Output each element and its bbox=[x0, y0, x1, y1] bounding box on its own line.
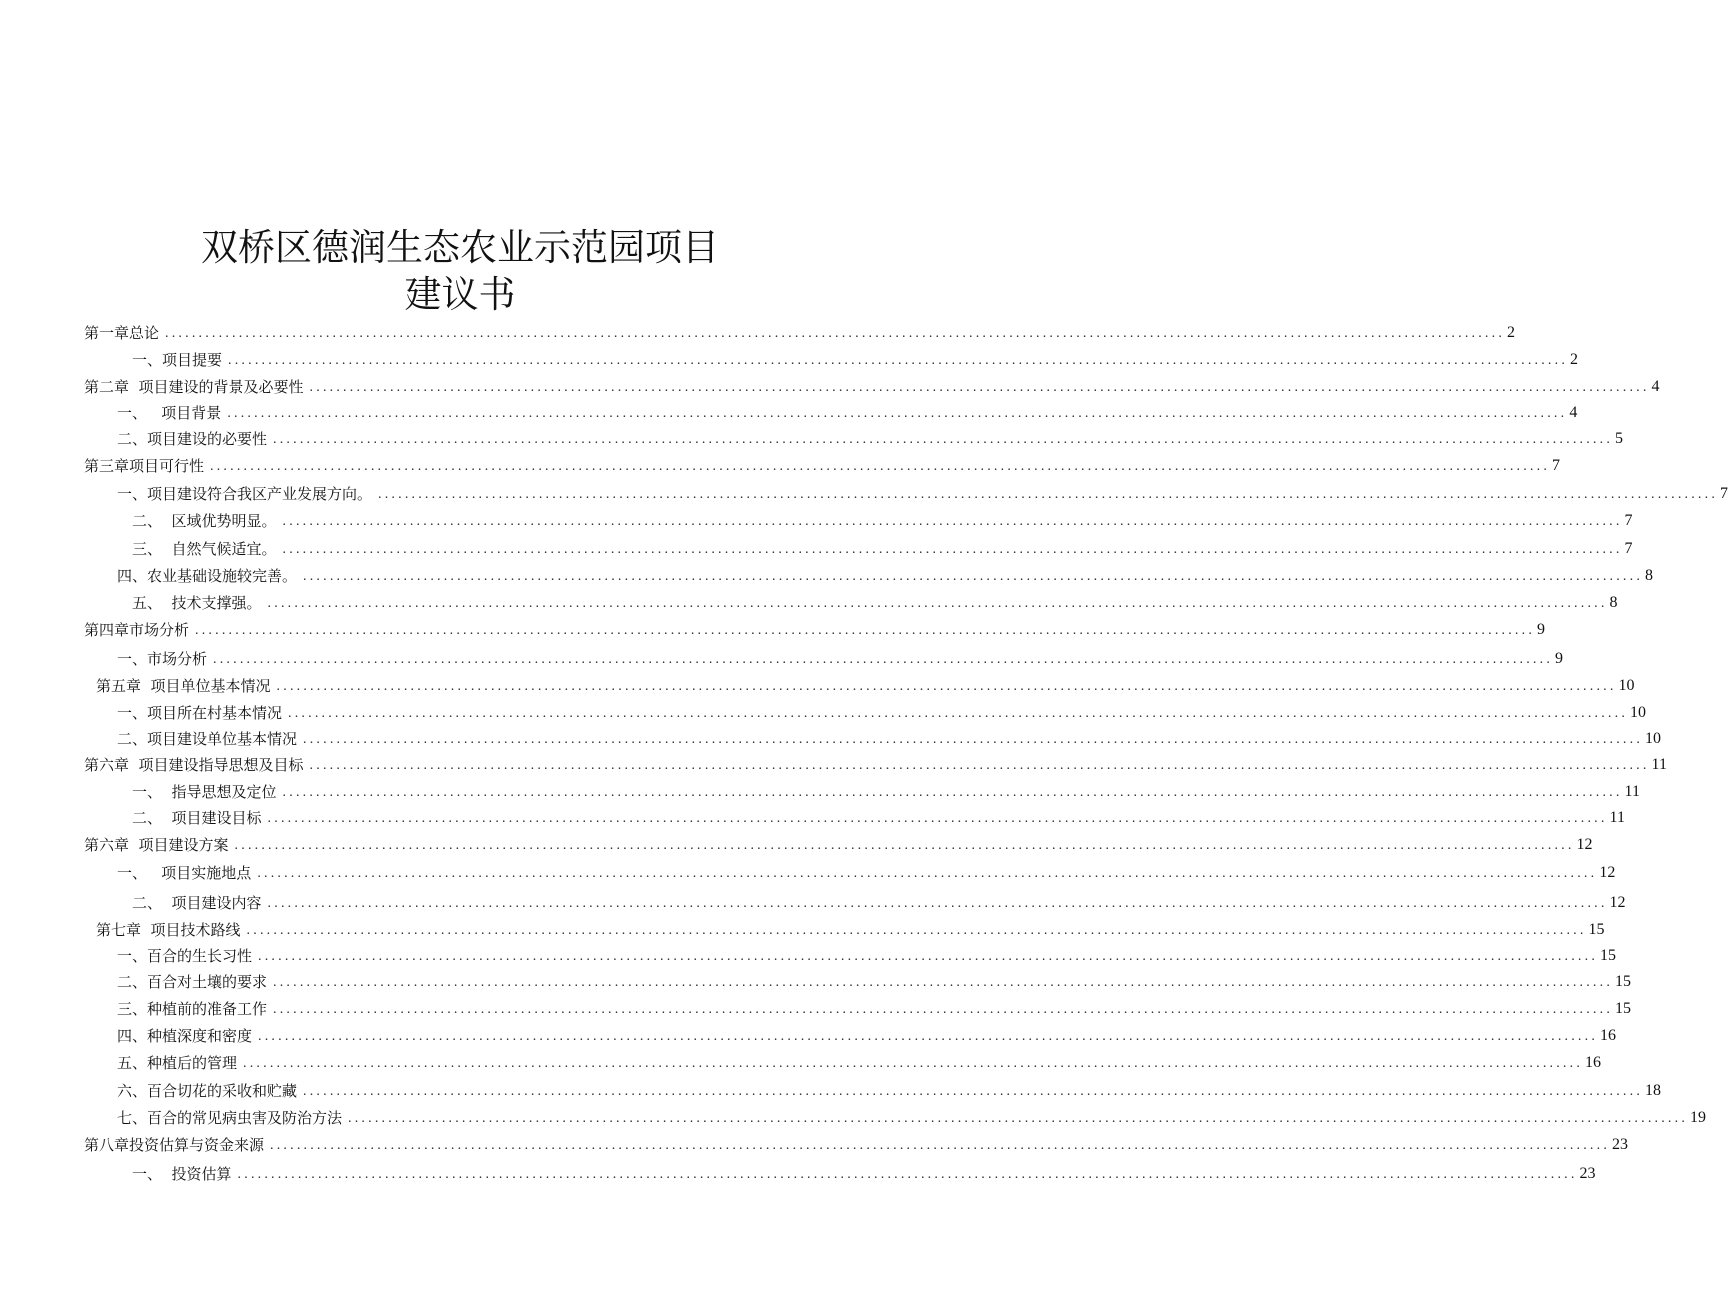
toc-entry bbox=[117, 397, 1578, 423]
toc-entry bbox=[117, 697, 1647, 723]
toc-entry-label: 七、百合的常见病虫害及防治方法 bbox=[117, 1109, 343, 1127]
toc-dot-leader: ........................................................................................................................................................................................................ bbox=[303, 732, 1644, 747]
toc-dot-leader: ........................................................................................................................................................................................................ bbox=[378, 487, 1719, 502]
toc-entry-page-number: 7 bbox=[1720, 485, 1728, 502]
toc-entry bbox=[117, 1047, 1602, 1073]
toc-dot-leader: ........................................................................................................................................................................................................ bbox=[348, 1111, 1689, 1126]
toc-entry bbox=[117, 723, 1662, 749]
toc-dot-leader: ........................................................................................................................................................................................................ bbox=[165, 326, 1506, 341]
toc-entry-page-number: 8 bbox=[1609, 594, 1618, 611]
toc-entry-page-number: 23 bbox=[1579, 1165, 1596, 1182]
toc-entry-page-number: 2 bbox=[1570, 351, 1579, 368]
toc-dot-leader: ........................................................................................................................................................................................................ bbox=[257, 866, 1598, 881]
toc-entry-page-number: 4 bbox=[1569, 404, 1578, 421]
toc-dot-leader: ........................................................................................................................................................................................................ bbox=[210, 459, 1551, 474]
toc-entry-label: 第三章项目可行性 bbox=[84, 457, 205, 475]
toc-entry bbox=[132, 802, 1625, 828]
toc-entry bbox=[117, 1102, 1707, 1128]
toc-dot-leader: ........................................................................................................................................................................................................ bbox=[309, 380, 1650, 395]
toc-entry-label: 一、 项目实施地点 bbox=[117, 864, 252, 882]
toc-entry-page-number: 11 bbox=[1651, 756, 1667, 773]
document-title: 双桥区德润生态农业示范园项目 bbox=[201, 226, 719, 269]
toc-entry-page-number: 2 bbox=[1507, 324, 1516, 341]
toc-dot-leader: ........................................................................................................................................................................................................ bbox=[288, 706, 1629, 721]
toc-entry bbox=[132, 505, 1633, 531]
toc-entry bbox=[117, 940, 1617, 966]
toc-entry-page-number: 23 bbox=[1612, 1136, 1629, 1153]
toc-entry-page-number: 9 bbox=[1537, 621, 1546, 638]
toc-dot-leader: ........................................................................................................................................................................................................ bbox=[282, 514, 1623, 529]
toc-entry-page-number: 16 bbox=[1585, 1054, 1602, 1071]
toc-entry bbox=[132, 1158, 1596, 1184]
toc-entry-page-number: 15 bbox=[1615, 973, 1632, 990]
toc-entry-label: 第七章 项目技术路线 bbox=[96, 921, 241, 939]
toc-dot-leader: ........................................................................................................................................................................................................ bbox=[267, 596, 1608, 611]
toc-entry-label: 第二章 项目建设的背景及必要性 bbox=[84, 378, 304, 396]
toc-entry bbox=[96, 914, 1605, 940]
toc-entry-page-number: 15 bbox=[1615, 1000, 1632, 1017]
toc-dot-leader: ........................................................................................................................................................................................................ bbox=[282, 542, 1623, 557]
toc-entry-page-number: 12 bbox=[1609, 894, 1626, 911]
toc-entry-label: 三、种植前的准备工作 bbox=[117, 1000, 268, 1018]
toc-dot-leader: ........................................................................................................................................................................................................ bbox=[213, 652, 1554, 667]
toc-dot-leader: ........................................................................................................................................................................................................ bbox=[228, 353, 1569, 368]
toc-entry bbox=[84, 371, 1660, 397]
toc-entry-label: 第六章 项目建设指导思想及目标 bbox=[84, 756, 304, 774]
toc-entry-page-number: 16 bbox=[1600, 1027, 1617, 1044]
toc-entry-page-number: 15 bbox=[1600, 947, 1617, 964]
toc-dot-leader: ........................................................................................................................................................................................................ bbox=[258, 1029, 1599, 1044]
toc-entry-page-number: 7 bbox=[1624, 512, 1633, 529]
toc-entry-label: 四、种植深度和密度 bbox=[117, 1027, 253, 1045]
toc-dot-leader: ........................................................................................................................................................................................................ bbox=[273, 1002, 1614, 1017]
toc-entry-label: 一、项目建设符合我区产业发展方向。 bbox=[117, 485, 373, 503]
toc-entry-label: 第八章投资估算与资金来源 bbox=[84, 1136, 265, 1154]
toc-entry bbox=[117, 560, 1654, 586]
toc-dot-leader: ........................................................................................................................................................................................................ bbox=[234, 838, 1575, 853]
toc-dot-leader: ........................................................................................................................................................................................................ bbox=[195, 623, 1536, 638]
toc-entry-label: 二、项目建设的必要性 bbox=[117, 430, 268, 448]
toc-entry bbox=[132, 344, 1579, 370]
toc-entry-page-number: 19 bbox=[1690, 1109, 1707, 1126]
toc-dot-leader: ........................................................................................................................................................................................................ bbox=[270, 1138, 1611, 1153]
toc-entry-page-number: 10 bbox=[1630, 704, 1647, 721]
toc-entry bbox=[132, 776, 1640, 802]
toc-entry-page-number: 12 bbox=[1576, 836, 1593, 853]
toc-entry-page-number: 15 bbox=[1588, 921, 1605, 938]
toc-dot-leader: ........................................................................................................................................................................................................ bbox=[243, 1056, 1584, 1071]
toc-entry bbox=[96, 670, 1635, 696]
toc-entry-page-number: 11 bbox=[1609, 809, 1625, 826]
toc-dot-leader: ........................................................................................................................................................................................................ bbox=[309, 758, 1650, 773]
toc-entry-page-number: 5 bbox=[1615, 430, 1624, 447]
toc-entry-label: 一、百合的生长习性 bbox=[117, 947, 253, 965]
toc-entry-label: 六、百合切花的采收和贮藏 bbox=[117, 1082, 298, 1100]
toc-entry-page-number: 4 bbox=[1651, 378, 1660, 395]
toc-entry bbox=[117, 1020, 1617, 1046]
toc-entry bbox=[84, 614, 1546, 640]
toc-entry bbox=[132, 887, 1626, 913]
toc-dot-leader: ........................................................................................................................................................................................................ bbox=[258, 949, 1599, 964]
toc-entry-label: 第一章总论 bbox=[84, 324, 160, 342]
toc-entry bbox=[132, 533, 1633, 559]
toc-dot-leader: ........................................................................................................................................................................................................ bbox=[267, 896, 1608, 911]
toc-entry bbox=[117, 478, 1728, 504]
document-subtitle: 建议书 bbox=[404, 273, 516, 316]
toc-entry-label: 一、 指导思想及定位 bbox=[132, 783, 277, 801]
toc-entry bbox=[84, 317, 1516, 343]
toc-entry-page-number: 7 bbox=[1552, 457, 1561, 474]
toc-dot-leader: ........................................................................................................................................................................................................ bbox=[303, 1084, 1644, 1099]
toc-entry-label: 二、 区域优势明显。 bbox=[132, 512, 277, 530]
toc-dot-leader: ........................................................................................................................................................................................................ bbox=[237, 1167, 1578, 1182]
toc-entry-page-number: 10 bbox=[1645, 730, 1662, 747]
toc-entry bbox=[132, 587, 1618, 613]
toc-dot-leader: ........................................................................................................................................................................................................ bbox=[273, 975, 1614, 990]
toc-entry bbox=[117, 643, 1564, 669]
toc-entry-label: 二、 项目建设内容 bbox=[132, 894, 262, 912]
toc-entry-label: 一、 项目背景 bbox=[117, 404, 222, 422]
toc-entry-label: 一、项目所在村基本情况 bbox=[117, 704, 283, 722]
toc-dot-leader: ........................................................................................................................................................................................................ bbox=[276, 679, 1617, 694]
toc-entry-label: 第六章 项目建设方案 bbox=[84, 836, 229, 854]
toc-dot-leader: ........................................................................................................................................................................................................ bbox=[303, 569, 1644, 584]
toc-entry-label: 二、项目建设单位基本情况 bbox=[117, 730, 298, 748]
toc-entry-label: 二、 项目建设目标 bbox=[132, 809, 262, 827]
toc-entry-page-number: 8 bbox=[1645, 567, 1654, 584]
toc-entry-label: 三、 自然气候适宜。 bbox=[132, 540, 277, 558]
toc-entry-label: 五、种植后的管理 bbox=[117, 1054, 238, 1072]
toc-entry-label: 第五章 项目单位基本情况 bbox=[96, 677, 271, 695]
toc-entry bbox=[84, 749, 1667, 775]
toc-dot-leader: ........................................................................................................................................................................................................ bbox=[227, 406, 1568, 421]
toc-entry-label: 五、 技术支撑强。 bbox=[132, 594, 262, 612]
toc-dot-leader: ........................................................................................................................................................................................................ bbox=[267, 811, 1608, 826]
toc-entry-page-number: 12 bbox=[1599, 864, 1616, 881]
toc-entry bbox=[117, 1075, 1662, 1101]
toc-entry bbox=[84, 450, 1561, 476]
toc-entry bbox=[117, 993, 1632, 1019]
toc-entry-page-number: 10 bbox=[1618, 677, 1635, 694]
toc-entry bbox=[117, 966, 1632, 992]
toc-entry-label: 一、 投资估算 bbox=[132, 1165, 232, 1183]
toc-entry-label: 一、市场分析 bbox=[117, 650, 208, 668]
toc-entry bbox=[84, 829, 1593, 855]
toc-entry-label: 四、农业基础设施较完善。 bbox=[117, 567, 298, 585]
toc-entry-page-number: 11 bbox=[1624, 783, 1640, 800]
toc-entry bbox=[84, 1129, 1629, 1155]
toc-dot-leader: ........................................................................................................................................................................................................ bbox=[273, 432, 1614, 447]
toc-dot-leader: ........................................................................................................................................................................................................ bbox=[246, 923, 1587, 938]
toc-entry-page-number: 9 bbox=[1555, 650, 1564, 667]
toc-dot-leader: ........................................................................................................................................................................................................ bbox=[282, 785, 1623, 800]
toc-entry-page-number: 18 bbox=[1645, 1082, 1662, 1099]
toc-entry-label: 第四章市场分析 bbox=[84, 621, 190, 639]
toc-entry bbox=[117, 423, 1624, 449]
toc-entry-label: 二、百合对土壤的要求 bbox=[117, 973, 268, 991]
toc-entry-page-number: 7 bbox=[1624, 540, 1633, 557]
toc-entry-label: 一、项目提要 bbox=[132, 351, 223, 369]
toc-entry bbox=[117, 857, 1616, 883]
